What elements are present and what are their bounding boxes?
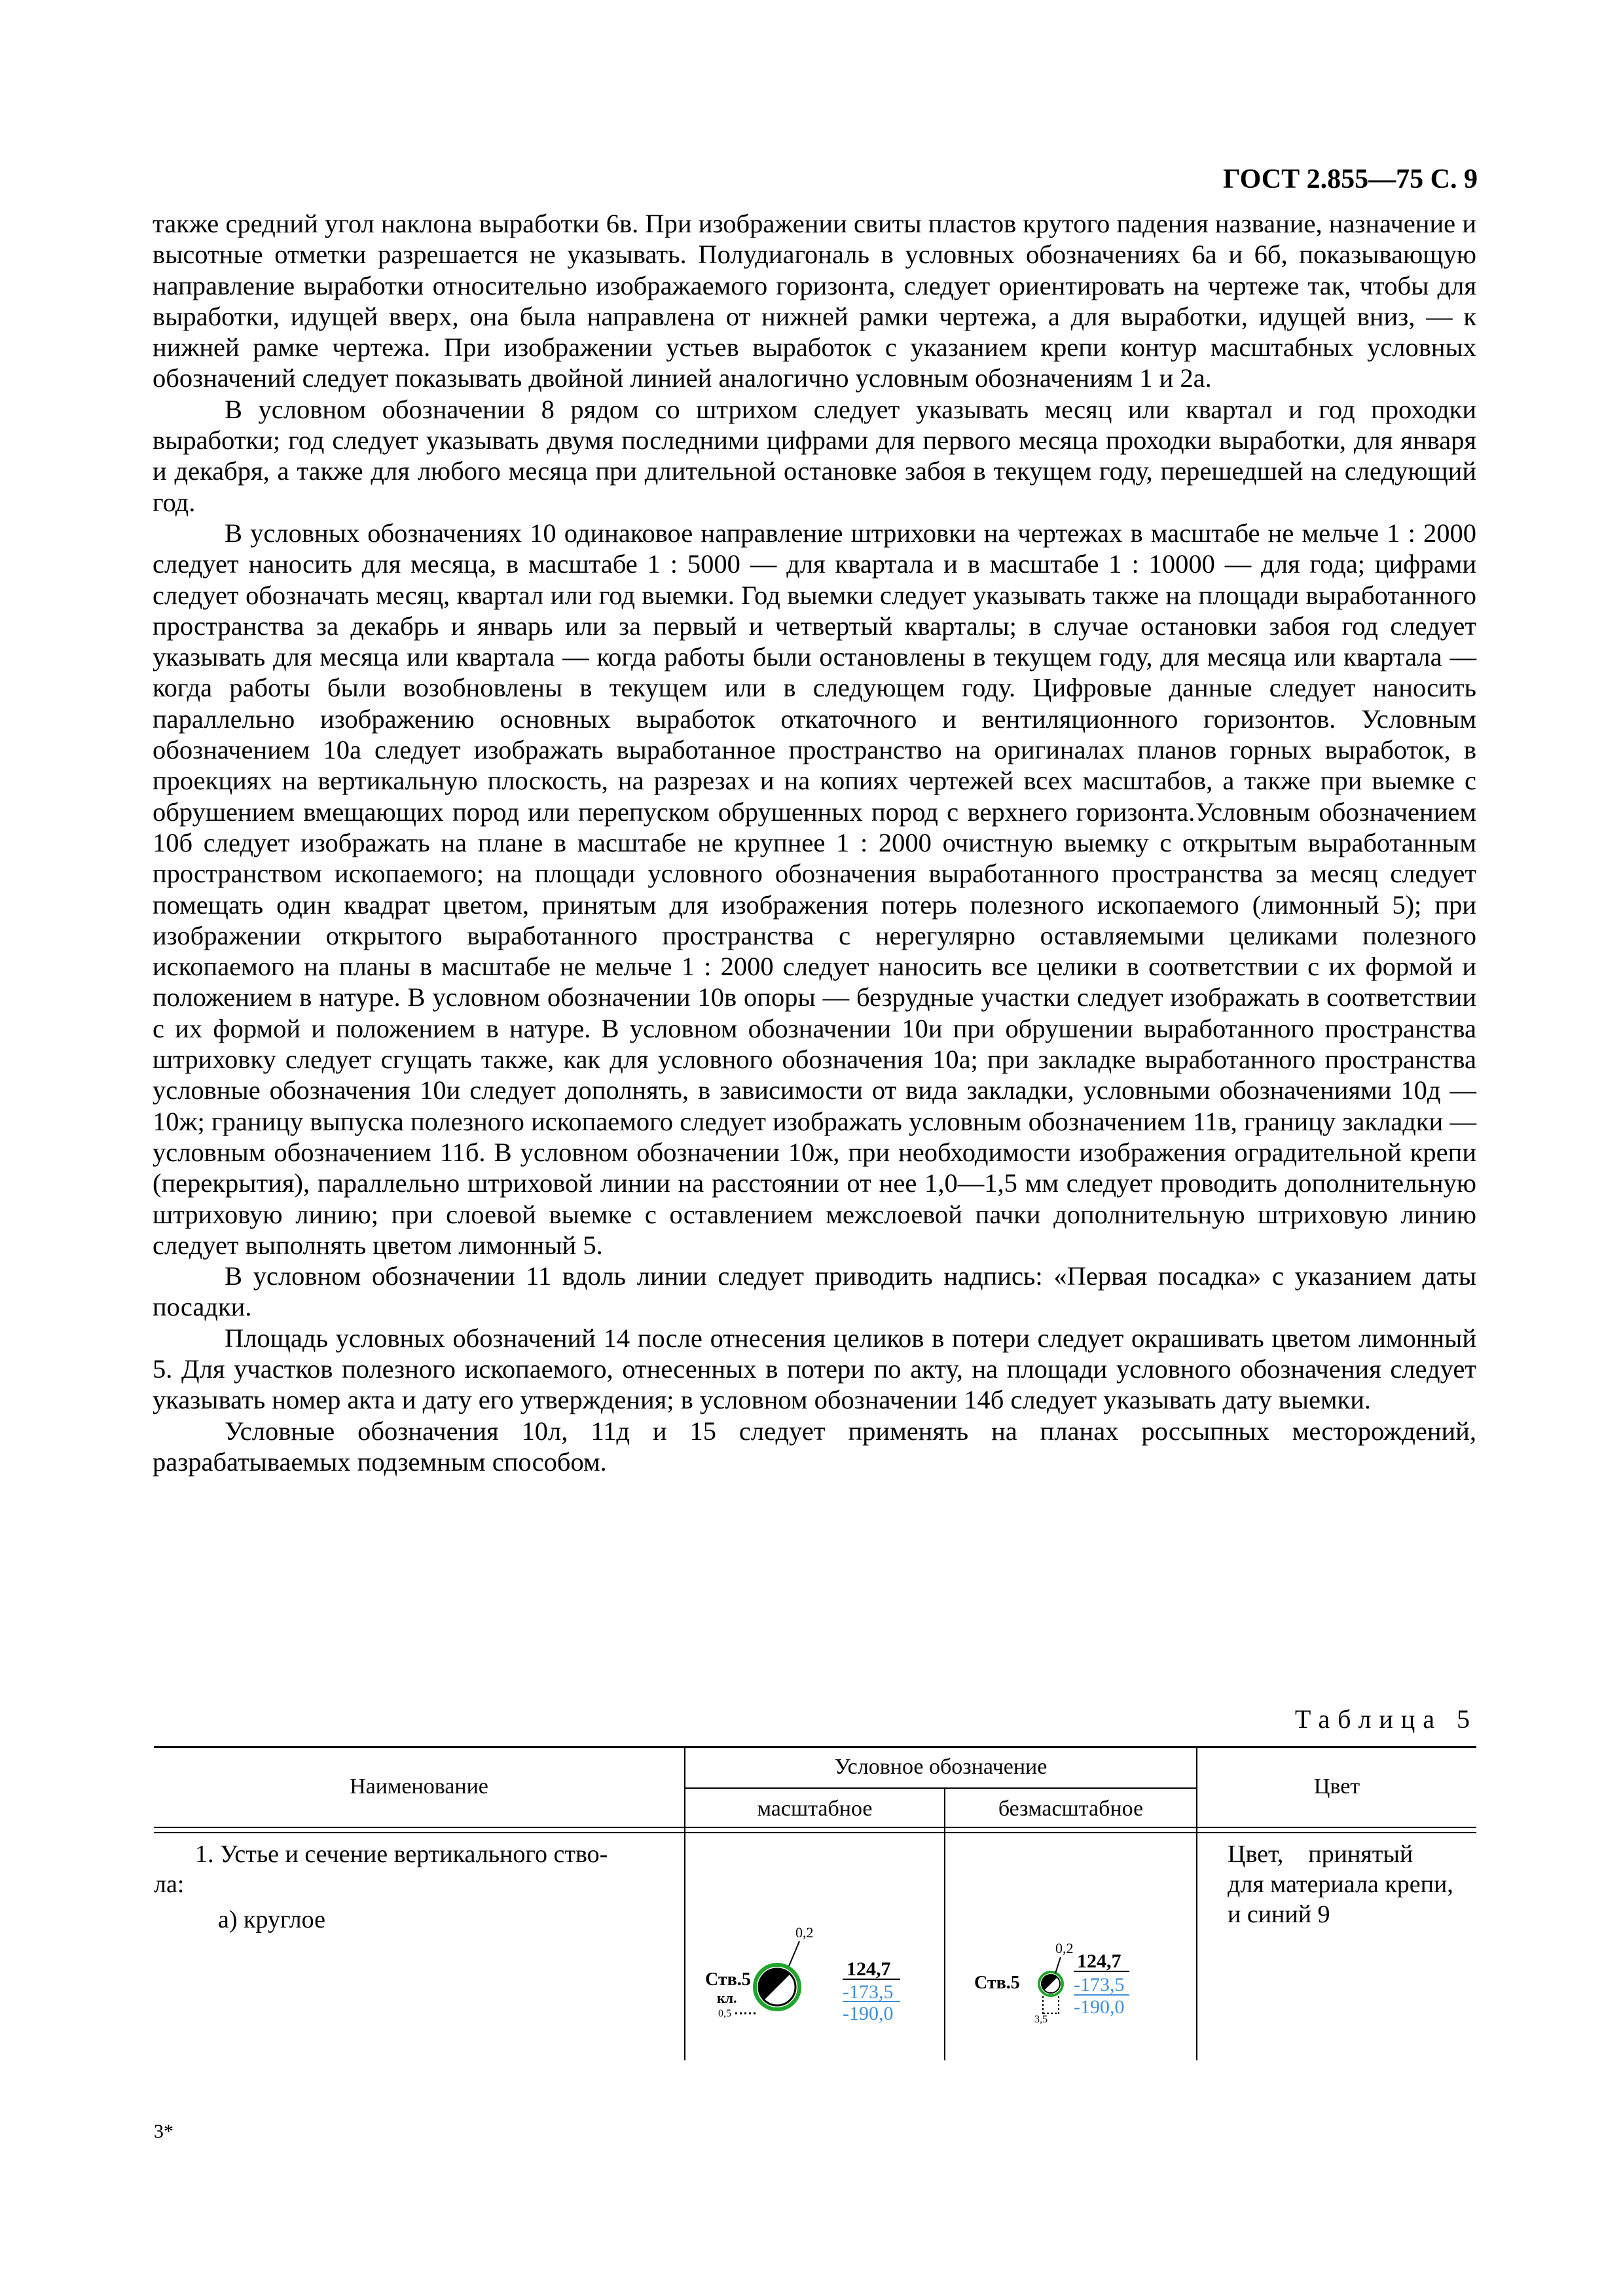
wall-leader-line — [1055, 1957, 1061, 1973]
paragraph: В условном обозначении 8 рядом со штрихом следует указывать месяц или квартал и год проходки выработки; год следует указывать двумя последними цифрами для первого месяца проходки выработки, для января и декабря, а также для любого месяца при длительной остановке забоя в текущем году, перешедшей на следующий год. — [153, 394, 1476, 517]
wall-leader-line — [789, 1941, 799, 1966]
wall-thickness-label: 0,2 — [1055, 1940, 1074, 1956]
page-footer-mark: 3* — [154, 2121, 173, 2142]
paragraph: Условные обозначения 10л, 11д и 15 следует применять на планах россыпных месторождений, разрабатываемых подземным способом. — [153, 1416, 1476, 1477]
wall-thickness-label: 0,2 — [795, 1924, 814, 1941]
table-col-rule — [944, 1787, 945, 2060]
elevation-top: 124,7 — [1077, 1950, 1122, 1972]
shaft-type-label: кл. — [717, 1990, 737, 2006]
row-color-line3: и синий 9 — [1228, 1901, 1330, 1928]
elevation-bottom: -190,0 — [843, 2003, 894, 2024]
shaft-name-label: Ств.5 — [705, 1969, 751, 1990]
page-header: ГОСТ 2.855—75 С. 9 — [1222, 164, 1478, 194]
row-color-line2: для материала крепи, — [1228, 1871, 1453, 1898]
elevation-bottom: -190,0 — [1074, 1996, 1125, 2018]
table-header-rule — [154, 1827, 1476, 1828]
symbols-table — [154, 1746, 1476, 2060]
tick-size-label: 0,5 — [718, 2008, 731, 2019]
table-caption: Таблица 5 — [1294, 1704, 1478, 1734]
body-text — [153, 208, 1476, 1477]
header-scale: масштабное — [757, 1797, 873, 1821]
elevation-top: 124,7 — [847, 1958, 891, 1980]
elevation-mid: -173,5 — [1074, 1974, 1125, 1996]
row-name-line2: ла: — [154, 1871, 185, 1898]
paragraph: В условном обозначении 11 вдоль линии следует приводить надпись: «Первая посадка» с указанием даты посадки. — [153, 1261, 1476, 1322]
paragraph: В условных обозначениях 10 одинаковое направление штриховки на чертежах в масштабе не мельче 1 : 2000 следует наносить для месяца, в масштабе 1 : 5000 — для квартала и в масштабе 1 : 10000 — для года; цифрами следует обозначать месяц, квартал или год выемки. Год выемки следует указывать также на площади выработанного пространства за декабрь и январь или за первый и четвертый кварталы; в случае остановки забоя год следует указывать для месяца или квартала — когда работы были остановлены в текущем году, для месяца или квартала — когда работы были возобновлены в текущем или в следующем году. Цифровые данные следует наносить параллельно изображению основных выработок откаточного и вентиляционного горизонтов. Условным обозначением 10а следует изображать выработанное пространство на оригиналах планов горных выработок, в проекциях на вертикальную плоскость, на разрезах и на копиях чертежей всех масштабов, а также при выемке с обрушением вмещающих пород или перепуском обрушенных пород с верхнего горизонта.Условным обозначением 10б следует изображать на плане в масштабе не крупнее 1 : 2000 очистную выемку с открытым выработанным пространством ископаемого; на площади условного обозначения выработанного пространства за месяц следует помещать один квадрат цветом, принятым для изображения потерь полезного ископаемого (лимонный 5); при изображении открытого выработанного пространства с нерегулярно оставляемыми целиками полезного ископаемого на планы в масштабе не мельче 1 : 2000 следует наносить все целики в соответствии с их формой и положением в натуре. В условном обозначении 10в опоры — безрудные участки следует изображать в соответствии с их формой и положением в натуре. В условном обозначении 10и при обрушении выработанного пространства штриховку следует сгущать также, как для условного обозначения 10а; при закладке выработанного пространства условные обозначения 10и следует дополнять, в зависимости от вида закладки, условными обозначениями 10д — 10ж; границу выпуска полезного ископаемого следует изображать условным обозначением 11в, границу закладки — условным обозначением 11б. В условном обозначении 10ж, при необходимости изображения оградительной крепи (перекрытия), параллельно штриховой линии на расстоянии от нее 1,0—1,5 мм следует проводить дополнительную штриховую линию; при слоевой выемке с оставлением межслоевой пачки дополнительную штриховую линию следует выполнять цветом лимонный 5. — [153, 518, 1476, 1260]
row-name-sub: а) круглое — [218, 1906, 325, 1933]
paragraph: Площадь условных обозначений 14 после отнесения целиков в потери следует окрашивать цветом лимонный 5. Для участков полезного ископаемого, отнесенных в потери по акту, на площади условного обозначения следует указывать номер акта и дату его утверждения; в условном обозначении 14б следует указывать дату выемки. — [153, 1323, 1476, 1415]
header-symbol: Условное обозначение — [834, 1755, 1048, 1779]
table-col-rule — [684, 1746, 685, 2060]
paragraph: также средний угол наклона выработки 6в. При изображении свиты пластов крутого падения название, назначение и высотные отметки разрешается не указывать. Полудиагональ в условных обозначениях 6а и 6б, показывающую направление выработки относительно изображаемого горизонта, следует ориентировать на чертеже так, чтобы для выработки, идущей вверх, она была направлена от нижней рамки чертежа, а для выработки, идущей вниз, — к нижней рамке чертежа. При изображении устьев выработок с указанием крепи контур масштабных условных обозначений следует показывать двойной линией аналогично условным обозначениям 1 и 2а. — [153, 209, 1476, 393]
header-noscale: безмасштабное — [998, 1797, 1144, 1821]
row-color-line1: Цвет, принятый — [1228, 1840, 1413, 1868]
symbol-size-label: 3,5 — [1034, 2014, 1048, 2025]
shaft-symbol-unscaled — [949, 1923, 1195, 2028]
table-header-rule — [154, 1832, 1476, 1833]
shaft-symbol-scaled — [691, 1923, 943, 2028]
row-name-line1: 1. Устье и сечение вертикального ство- — [195, 1840, 608, 1868]
header-color: Цвет — [1313, 1774, 1360, 1799]
table-subheader-rule — [684, 1787, 1196, 1789]
elevation-mid: -173,5 — [843, 1981, 894, 2003]
table-top-rule — [154, 1746, 1476, 1748]
header-name: Наименование — [350, 1774, 488, 1799]
shaft-name-label: Ств.5 — [974, 1973, 1020, 1993]
